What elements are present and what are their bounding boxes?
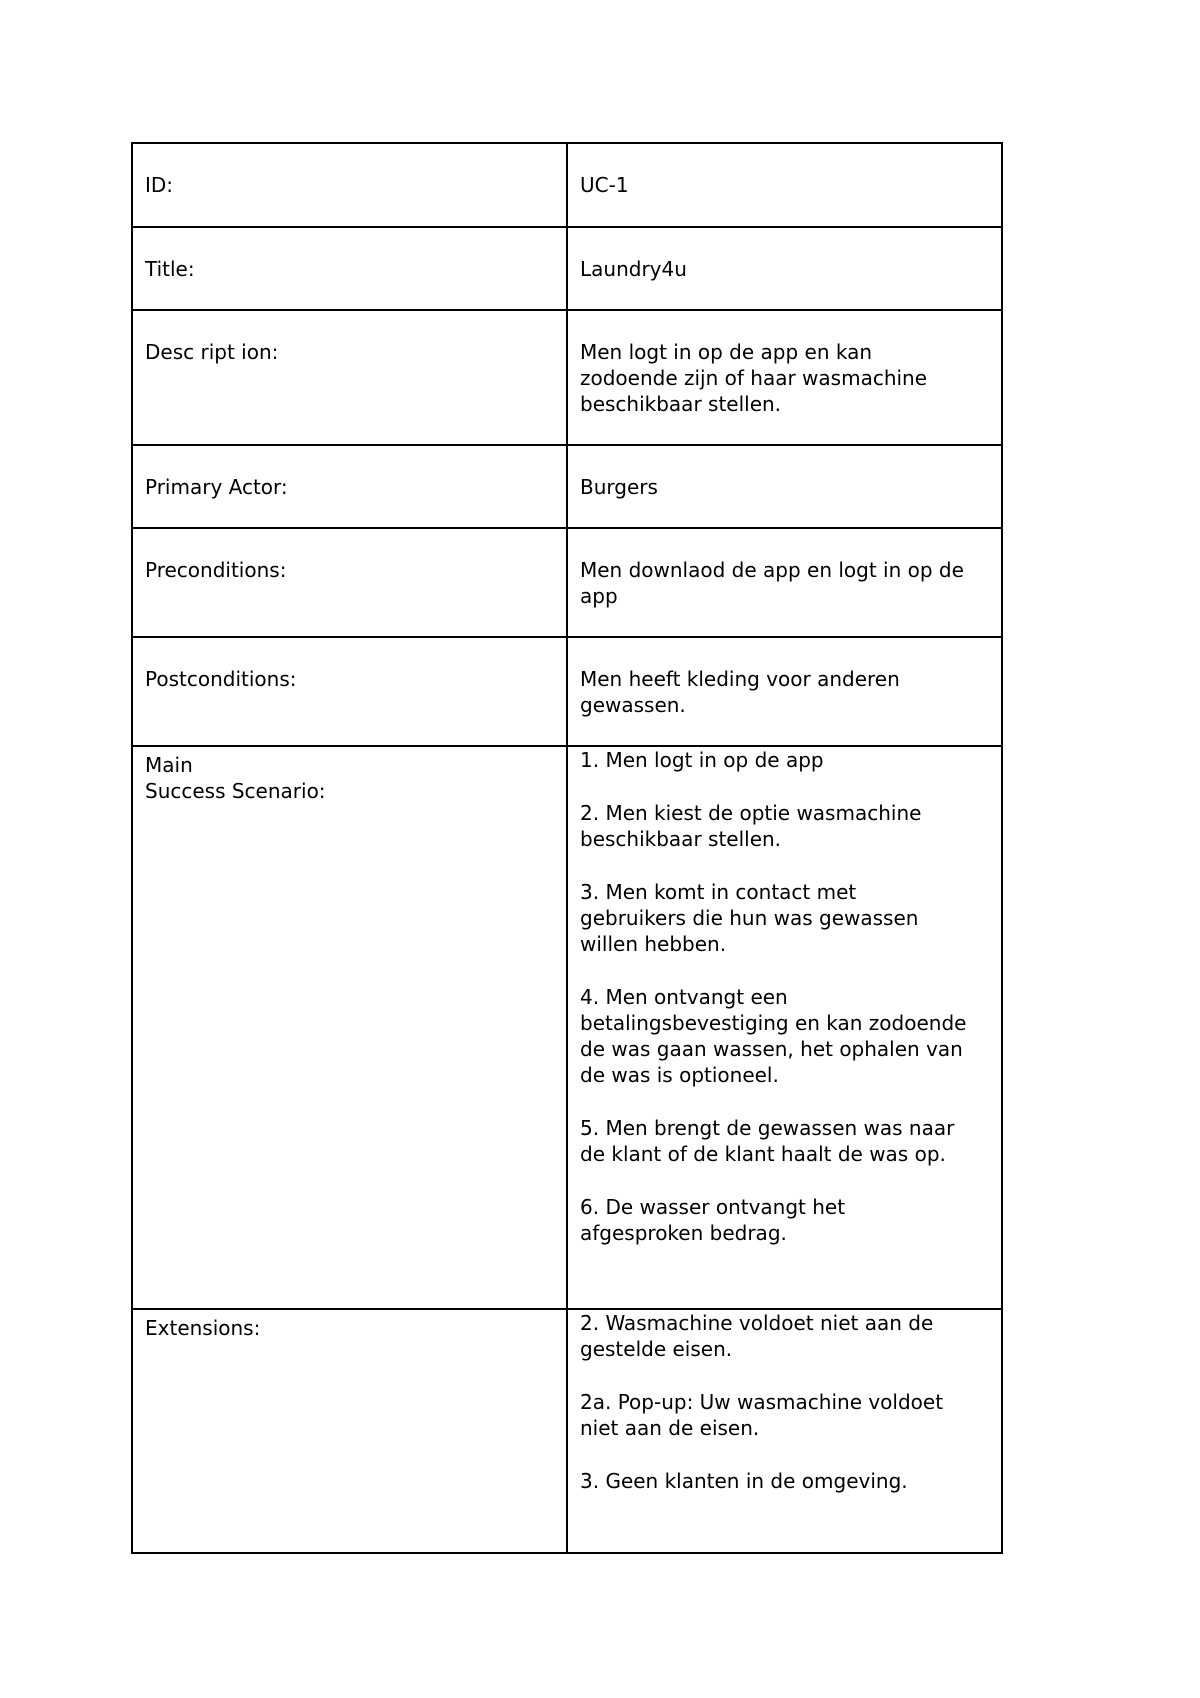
- value-cell: [567, 637, 1002, 746]
- description-label: Desc ript ion:: [145, 340, 279, 364]
- main-success-steps: [580, 747, 989, 1246]
- primary-actor-label: Primary Actor:: [145, 475, 288, 499]
- label-cell: [132, 528, 567, 637]
- id-value: UC-1: [580, 173, 629, 197]
- label-cell: [132, 445, 567, 528]
- list-item: 2. Wasmachine voldoet niet aan de gestelde eisen.: [580, 1311, 934, 1361]
- label-cell: [132, 1309, 567, 1553]
- list-item: 6. De wasser ontvangt het afgesproken bedrag.: [580, 1195, 846, 1245]
- value-cell: [567, 227, 1002, 310]
- value-cell: [567, 528, 1002, 637]
- row-extensions: [132, 1309, 1002, 1553]
- list-item: 5. Men brengt de gewassen was naar de klant of de klant haalt de was op.: [580, 1116, 955, 1166]
- label-cell: [132, 227, 567, 310]
- list-item: 4. Men ontvangt een betalingsbevestiging en kan zodoende de was gaan wassen, het ophalen van de was is optioneel.: [580, 985, 967, 1087]
- id-label: ID:: [145, 173, 174, 197]
- primary-actor-value: Burgers: [580, 475, 658, 499]
- row-description: [132, 310, 1002, 445]
- value-cell: [567, 310, 1002, 445]
- title-label: Title:: [145, 257, 195, 281]
- preconditions-label: Preconditions:: [145, 558, 287, 582]
- postconditions-value: Men heeft kleding voor anderen gewassen.: [580, 667, 900, 717]
- row-preconditions: [132, 528, 1002, 637]
- list-item: 2a. Pop-up: Uw wasmachine voldoet niet aan de eisen.: [580, 1390, 944, 1440]
- value-cell: [567, 445, 1002, 528]
- value-cell: [567, 143, 1002, 227]
- row-title: [132, 227, 1002, 310]
- label-cell: [132, 637, 567, 746]
- row-primary-actor: [132, 445, 1002, 528]
- value-cell: [567, 746, 1002, 1309]
- row-main-success-scenario: [132, 746, 1002, 1309]
- postconditions-label: Postconditions:: [145, 667, 297, 691]
- description-value: Men logt in op de app en kan zodoende zijn of haar wasmachine beschikbaar stellen.: [580, 340, 928, 416]
- extensions-label: Extensions:: [145, 1316, 261, 1340]
- title-value: Laundry4u: [580, 257, 687, 281]
- preconditions-value: Men downlaod de app en logt in op de app: [580, 558, 964, 608]
- list-item: 1. Men logt in op de app: [580, 748, 824, 772]
- extensions-list: [580, 1310, 989, 1494]
- list-item: 2. Men kiest de optie wasmachine beschikbaar stellen.: [580, 801, 922, 851]
- main-success-label: Main Success Scenario:: [145, 753, 326, 803]
- value-cell: [567, 1309, 1002, 1553]
- row-postconditions: [132, 637, 1002, 746]
- label-cell: [132, 746, 567, 1309]
- use-case-table: [131, 142, 1003, 1554]
- label-cell: [132, 143, 567, 227]
- list-item: 3. Geen klanten in de omgeving.: [580, 1469, 908, 1493]
- row-id: [132, 143, 1002, 227]
- list-item: 3. Men komt in contact met gebruikers die hun was gewassen willen hebben.: [580, 880, 919, 956]
- label-cell: [132, 310, 567, 445]
